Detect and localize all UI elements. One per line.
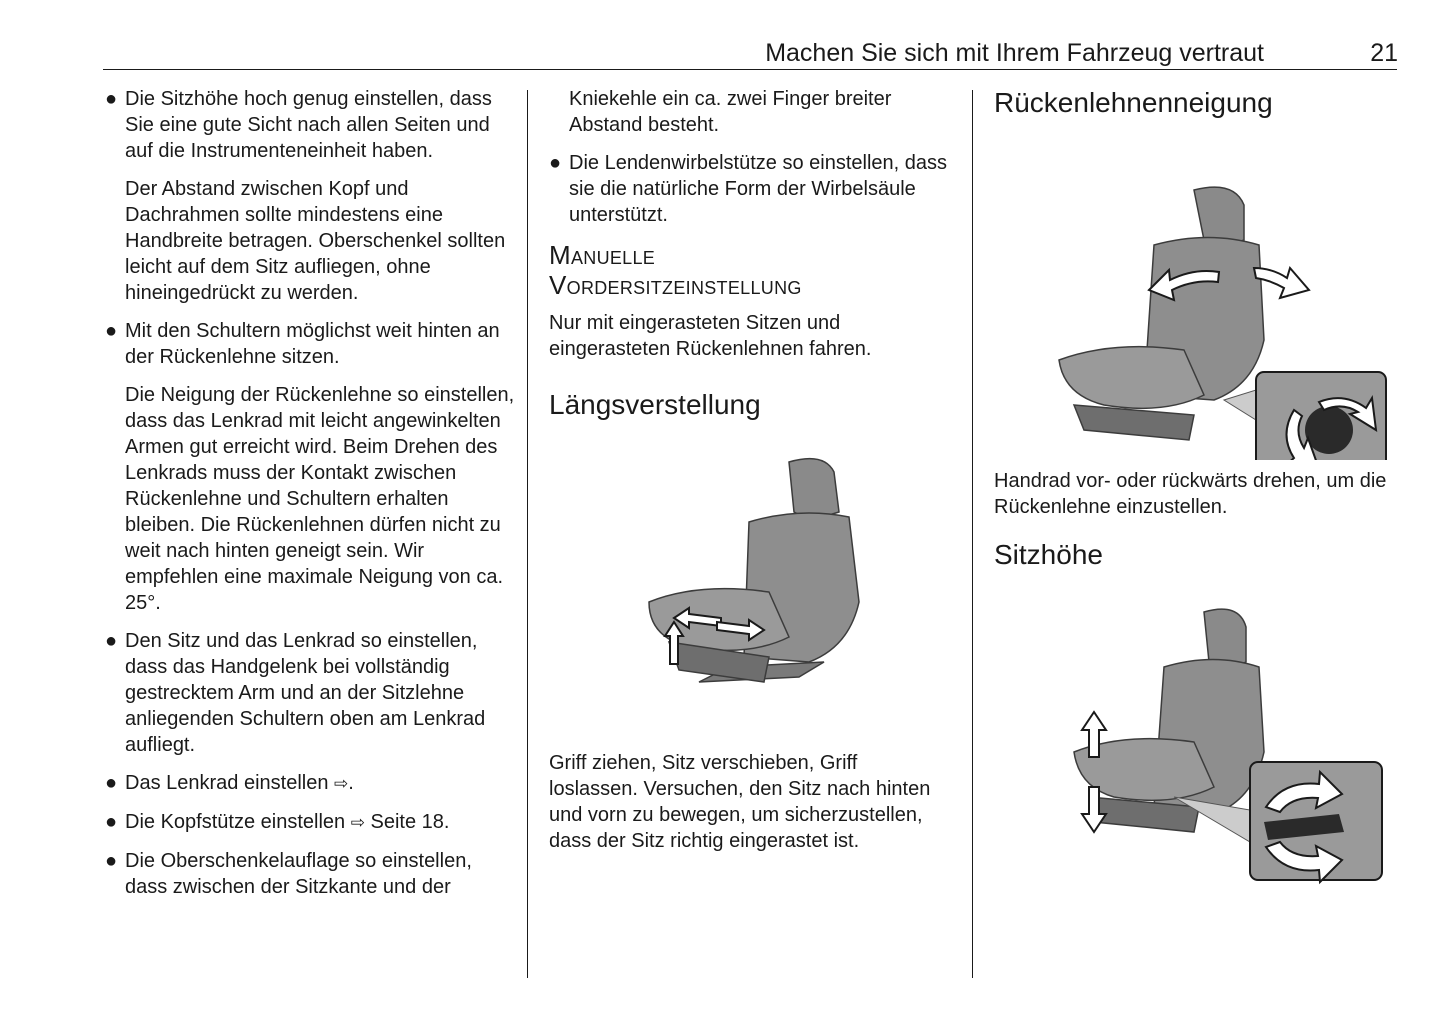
column-divider-left	[527, 90, 528, 978]
manual-text: Nur mit eingerasteten Sitzen und eingerasteten Rückenlehnen fahren.	[549, 312, 872, 360]
header-rule	[103, 69, 1397, 70]
list-item: ● Die Kopfstütze einstellen ⇨ Seite 18.	[105, 811, 450, 833]
column-divider-right	[972, 90, 973, 978]
bullet-icon: ●	[549, 152, 562, 174]
reference-arrow-icon[interactable]: ⇨	[350, 813, 365, 832]
heading-rueckenlehnenneigung: Rückenlehnenneigung	[994, 87, 1273, 118]
bullet-icon: ●	[105, 88, 118, 110]
bullet-icon: ●	[105, 630, 118, 652]
seat-height-illustration	[994, 592, 1394, 902]
laengs-text: Griff ziehen, Sitz verschieben, Griff loslassen. Versuchen, den Sitz nach hinten und vorn zu bewegen, um sicherzustellen, dass der Sitz richtig eingerastet ist.	[549, 752, 931, 852]
header-title: Machen Sie sich mit Ihrem Fahrzeug vertraut	[765, 39, 1264, 67]
bullet-icon: ●	[105, 811, 118, 833]
list-item-note: Der Abstand zwischen Kopf und Dachrahmen sollte mindestens eine Handbreite betragen. Oberschenkel sollten leicht auf dem Sitz aufliegen, ohne hineingedrückt zu werden.	[125, 178, 506, 304]
list-item: ● Mit den Schultern möglichst weit hinten an der Rückenlehne sitzen.	[105, 320, 500, 368]
heading-laengsverstellung: Längsverstellung	[549, 389, 761, 420]
column-1	[105, 86, 515, 912]
heading-sitzhoehe: Sitzhöhe	[994, 539, 1103, 570]
bullet-icon: ●	[105, 320, 118, 342]
bullet-icon: ●	[105, 772, 118, 794]
list-item: ● Den Sitz und das Lenkrad so einstellen, dass das Handgelenk bei vollständig gestrecktem Arm und an der Sitzlehne anliegenden Schultern oben am Lenkrad aufliegt.	[105, 630, 486, 756]
list-item-continuation: Kniekehle ein ca. zwei Finger breiter Abstand besteht.	[569, 88, 892, 136]
backrest-recline-illustration	[994, 140, 1394, 460]
section-heading-manual: Manuelle Vordersitzeinstellung	[549, 240, 802, 300]
column-2	[549, 86, 949, 866]
page-reference-link[interactable]: Seite 18.	[370, 811, 450, 833]
list-item: ● Die Lendenwirbelstütze so einstellen, dass sie die natürliche Form der Wirbelsäule unterstützt.	[549, 152, 947, 226]
column-3	[994, 86, 1394, 902]
list-item: ● Das Lenkrad einstellen ⇨.	[105, 772, 354, 794]
reference-arrow-icon[interactable]: ⇨	[334, 774, 349, 793]
page-number: 21	[1370, 39, 1398, 67]
seat-longitudinal-illustration	[549, 442, 949, 732]
list-item: ● Die Oberschenkelauflage so einstellen, dass zwischen der Sitzkante und der	[105, 850, 472, 898]
ruecken-text: Handrad vor- oder rückwärts drehen, um die Rückenlehne einzustellen.	[994, 470, 1387, 518]
list-item-note: Die Neigung der Rückenlehne so einstellen, dass das Lenkrad mit leicht angewinkelten Armen gut erreicht wird. Beim Drehen des Lenkrads muss der Kontakt zwischen Rückenlehne und Schultern erhalten bleiben. Die Rückenlehnen dürfen nicht zu weit nach hinten geneigt sein. Wir empfehlen eine maximale Neigung von ca. 25°.	[125, 384, 515, 614]
bullet-icon: ●	[105, 850, 118, 872]
list-item: ● Die Sitzhöhe hoch genug einstellen, dass Sie eine gute Sicht nach allen Seiten und auf die Instrumenteneinheit haben.	[105, 88, 492, 162]
